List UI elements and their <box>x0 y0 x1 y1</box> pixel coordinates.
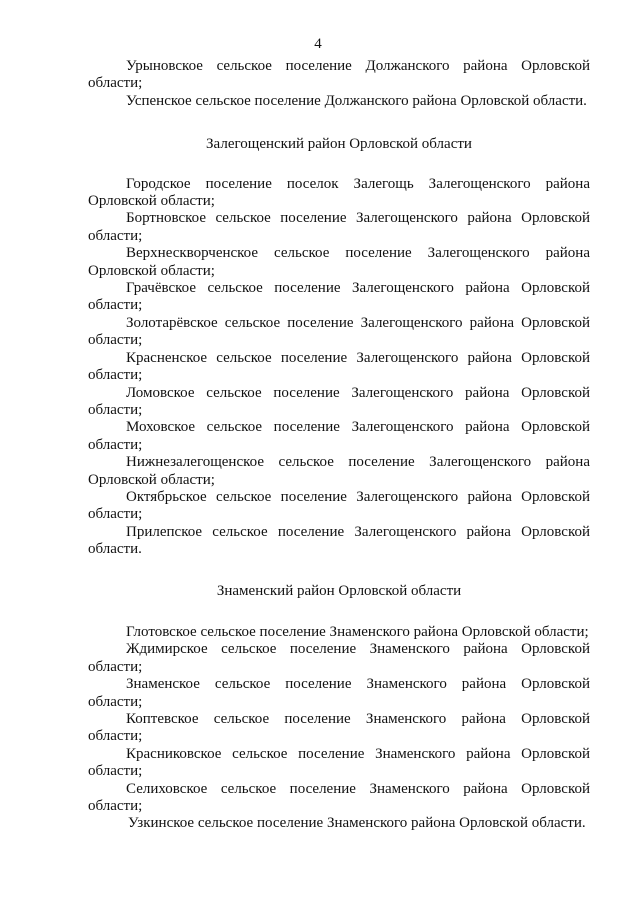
list-item: Бортновское сельское поселение Залегощенского района Орловской области; <box>88 210 590 244</box>
list-item: Верхнескворченское сельское поселение Залегощенского района Орловской области; <box>88 245 590 279</box>
list-item: Красненское сельское поселение Залегощенского района Орловской области; <box>88 349 590 384</box>
page-number: 4 <box>314 36 322 52</box>
section-znamensky <box>88 583 590 833</box>
list-item: Красниковское сельское поселение Знаменского района Орловской области; <box>88 745 590 780</box>
list-item: Золотарёвское сельское поселение Залегощенского района Орловской области; <box>88 314 590 349</box>
section-heading: Залегощенский район Орловской области <box>206 136 472 153</box>
list-item: Успенское сельское поселение Должанского района Орловской области. <box>126 92 587 109</box>
list-item: Глотовское сельское поселение Знаменского района Орловской области; <box>126 623 589 640</box>
list-item: Знаменское сельское поселение Знаменского района Орловской области; <box>88 676 590 710</box>
section-zalegoshchensky <box>88 136 590 558</box>
list-item: Ломовское сельское поселение Залегощенского района Орловской области; <box>88 384 590 418</box>
section-dolzhansky-continuation <box>88 58 590 110</box>
list-item: Нижнезалегощенское сельское поселение Залегощенского района Орловской области; <box>88 454 590 488</box>
list-item: Городское поселение поселок Залегощь Залегощенского района Орловской области; <box>88 175 590 210</box>
list-item: Селиховское сельское поселение Знаменского района Орловской области; <box>88 780 590 815</box>
list-item: Узкинское сельское поселение Знаменского района Орловской области. <box>128 815 586 832</box>
list-item: Урыновское сельское поселение Должанского района Орловской области; <box>88 58 590 92</box>
list-item: Октябрьское сельское поселение Залегощенского района Орловской области; <box>88 488 590 523</box>
list-item: Ждимирское сельское поселение Знаменского района Орловской области; <box>88 641 590 675</box>
list-item: Моховское сельское поселение Залегощенского района Орловской области; <box>88 419 590 453</box>
document-body <box>88 58 590 833</box>
list-item: Грачёвское сельское поселение Залегощенского района Орловской области; <box>88 280 590 314</box>
section-heading: Знаменский район Орловской области <box>216 582 462 599</box>
list-item: Коптевское сельское поселение Знаменского района Орловской области; <box>88 711 590 745</box>
list-item: Прилепское сельское поселение Залегощенского района Орловской области. <box>88 523 590 558</box>
